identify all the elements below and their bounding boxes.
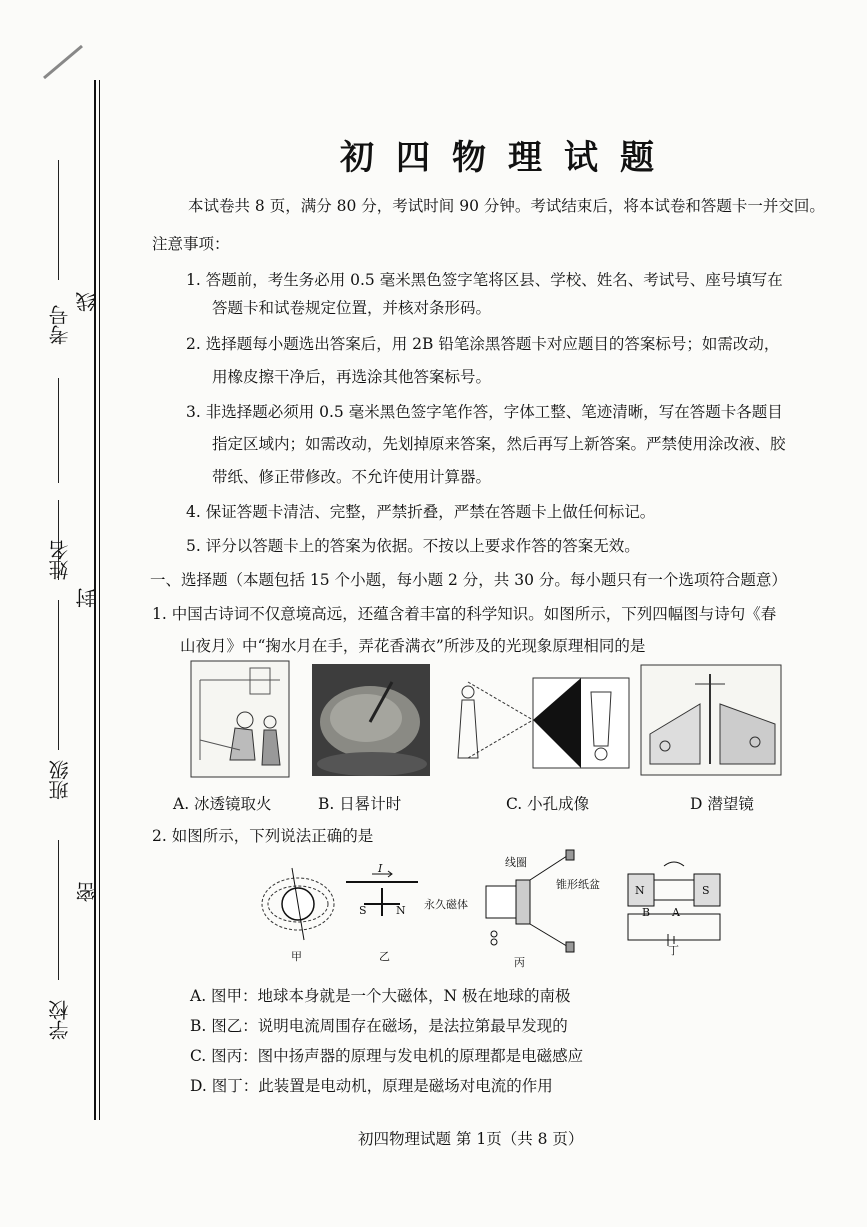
page-title: 初四物理试题 bbox=[340, 138, 676, 178]
figure-sundial bbox=[312, 664, 430, 776]
notice-line: 带纸、修正带修改。不允许使用计算器。 bbox=[212, 468, 492, 486]
q1-stem-line2: 山夜月》中“掬水月在手，弄花香满衣”所涉及的光现象原理相同的是 bbox=[180, 637, 646, 655]
notice-line: 用橡皮擦干净后，再选涂其他答案标号。 bbox=[212, 368, 492, 386]
label-current: I bbox=[378, 862, 383, 875]
label-ding: 丁 bbox=[668, 944, 679, 957]
section-heading: 一、选择题（本题包括 15 个小题，每小题 2 分，共 30 分。每小题只有一个选项符合题意） bbox=[150, 571, 787, 589]
seal-mi: 密 bbox=[75, 882, 99, 902]
label-n: N bbox=[396, 904, 406, 917]
gap-line-1 bbox=[58, 378, 59, 483]
figure-pinhole bbox=[446, 668, 632, 778]
q2-stem: 2. 如图所示，下列说法正确的是 bbox=[152, 827, 374, 845]
kaohao-blank bbox=[58, 160, 59, 280]
label-a: A bbox=[672, 906, 680, 919]
notice-line: 2. 选择题每小题选出答案后，用 2B 铅笔涂黑答题卡对应题目的答案标号；如需改动， bbox=[186, 335, 780, 353]
figure-periscope bbox=[640, 664, 782, 776]
seal-feng: 封 bbox=[75, 588, 99, 608]
label-s2: S bbox=[702, 884, 710, 897]
q2-option-a: A. 图甲：地球本身就是一个大磁体，N 极在地球的南极 bbox=[190, 987, 571, 1005]
label-s: S bbox=[359, 904, 367, 917]
seal-xian: 线 bbox=[75, 292, 99, 312]
corner-mark bbox=[40, 42, 90, 82]
q1-option-a: A. 冰透镜取火 bbox=[173, 795, 272, 813]
label-yi: 乙 bbox=[379, 950, 390, 963]
notice-heading: 注意事项： bbox=[152, 235, 230, 253]
notice-line: 4. 保证答题卡清洁、完整，严禁折叠，严禁在答题卡上做任何标记。 bbox=[186, 503, 656, 521]
notice-line: 5. 评分以答题卡上的答案为依据。不按以上要求作答的答案无效。 bbox=[186, 537, 640, 555]
figure-jia-earth bbox=[260, 862, 340, 946]
intro-text: 本试卷共 8 页，满分 80 分，考试时间 90 分钟。考试结束后，将本试卷和答题卡一并交回。 bbox=[188, 197, 825, 215]
banji-blank bbox=[58, 600, 59, 750]
label-coil: 线圈 bbox=[505, 856, 527, 869]
figure-ice-lens bbox=[190, 660, 290, 778]
label-jia: 甲 bbox=[291, 950, 302, 963]
page-footer: 初四物理试题 第 1页（共 8 页） bbox=[358, 1130, 584, 1148]
notice-line: 1. 答题前，考生务必用 0.5 毫米黑色签字笔将区县、学校、姓名、考试号、座号填写在 bbox=[186, 271, 783, 289]
figure-yi-oersted bbox=[342, 868, 422, 928]
q2-option-c: C. 图丙：图中扬声器的原理与发电机的原理都是电磁感应 bbox=[190, 1047, 584, 1065]
label-n2: N bbox=[635, 884, 645, 897]
notice-line: 指定区域内；如需改动，先划掉原来答案，然后再写上新答案。严禁使用涂改液、胶 bbox=[212, 435, 786, 453]
figure-ding-motor bbox=[624, 858, 724, 950]
q1-option-b: B. 日晷计时 bbox=[318, 795, 402, 813]
label-xuexiao: 学校 bbox=[48, 1000, 72, 1040]
xuexiao-blank bbox=[58, 840, 59, 980]
notice-line: 答题卡和试卷规定位置，并核对条形码。 bbox=[212, 299, 492, 317]
q1-option-d: D 潜望镜 bbox=[690, 795, 754, 813]
q1-stem-line1: 1. 中国古诗词不仅意境高远，还蕴含着丰富的科学知识。如图所示，下列四幅图与诗句《春 bbox=[152, 605, 777, 623]
label-b: B bbox=[642, 906, 651, 919]
notice-line: 3. 非选择题必须用 0.5 毫米黑色签字笔作答，字体工整、笔迹清晰，写在答题卡各题目 bbox=[186, 403, 783, 421]
label-magnet: 永久磁体 bbox=[424, 898, 468, 911]
label-kaohao: 考号 bbox=[48, 305, 72, 345]
q2-option-d: D. 图丁：此装置是电动机，原理是磁场对电流的作用 bbox=[190, 1077, 553, 1095]
label-xingming: 姓名 bbox=[48, 540, 72, 580]
label-cone: 锥形纸盆 bbox=[556, 878, 600, 891]
label-bing: 丙 bbox=[514, 956, 525, 969]
figure-bing-speaker bbox=[478, 848, 588, 954]
q1-option-c: C. 小孔成像 bbox=[506, 795, 590, 813]
label-banji: 班级 bbox=[48, 760, 72, 800]
q2-option-b: B. 图乙：说明电流周围存在磁场，是法拉第最早发现的 bbox=[190, 1017, 568, 1035]
